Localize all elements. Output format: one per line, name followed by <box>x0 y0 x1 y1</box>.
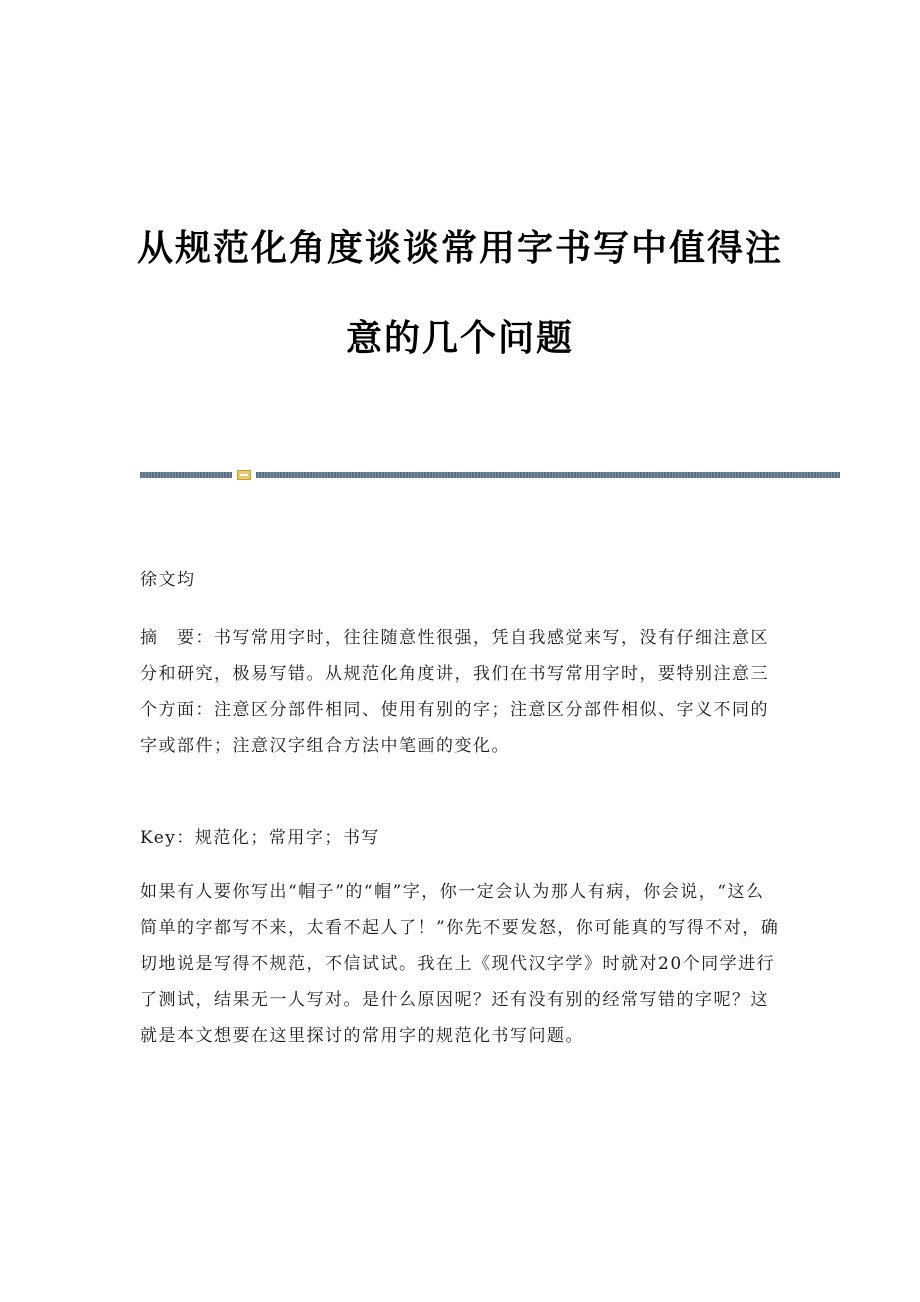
keywords-line: Key：规范化；常用字；书写 <box>140 828 380 848</box>
document-title-line-1: 从规范化角度谈谈常用字书写中值得注 <box>136 228 783 269</box>
divider-bar-right <box>256 472 840 478</box>
title-divider <box>140 470 840 480</box>
document-title-line-2: 意的几个问题 <box>345 318 574 359</box>
author-name: 徐文均 <box>140 570 196 590</box>
divider-bar-left <box>140 472 232 478</box>
body-paragraph: 如果有人要你写出“帽子”的“帽”字，你一定会认为那人有病，你会说，“这么简单的字都写不来，太看不起人了！”你先不要发怒，你可能真的写得不对，确切地说是写得不规范，不信试试。我在上《现代汉字学》时就对20个同学进行了测试，结果无一人写对。是什么原因呢？还有没有别的经常写错的字呢？这就是本文想要在这里探讨的常用字的规范化书写问题。 <box>140 882 780 1046</box>
divider-ornament-icon <box>237 470 251 480</box>
abstract-paragraph: 摘 要：书写常用字时，往往随意性很强，凭自我感觉来写，没有仔细注意区分和研究，极易写错。从规范化角度讲，我们在书写常用字时，要特别注意三个方面：注意区分部件相同、使用有别的字；注意区分部件相似、字义不同的字或部件；注意汉字组合方法中笔画的变化。 <box>140 628 769 756</box>
